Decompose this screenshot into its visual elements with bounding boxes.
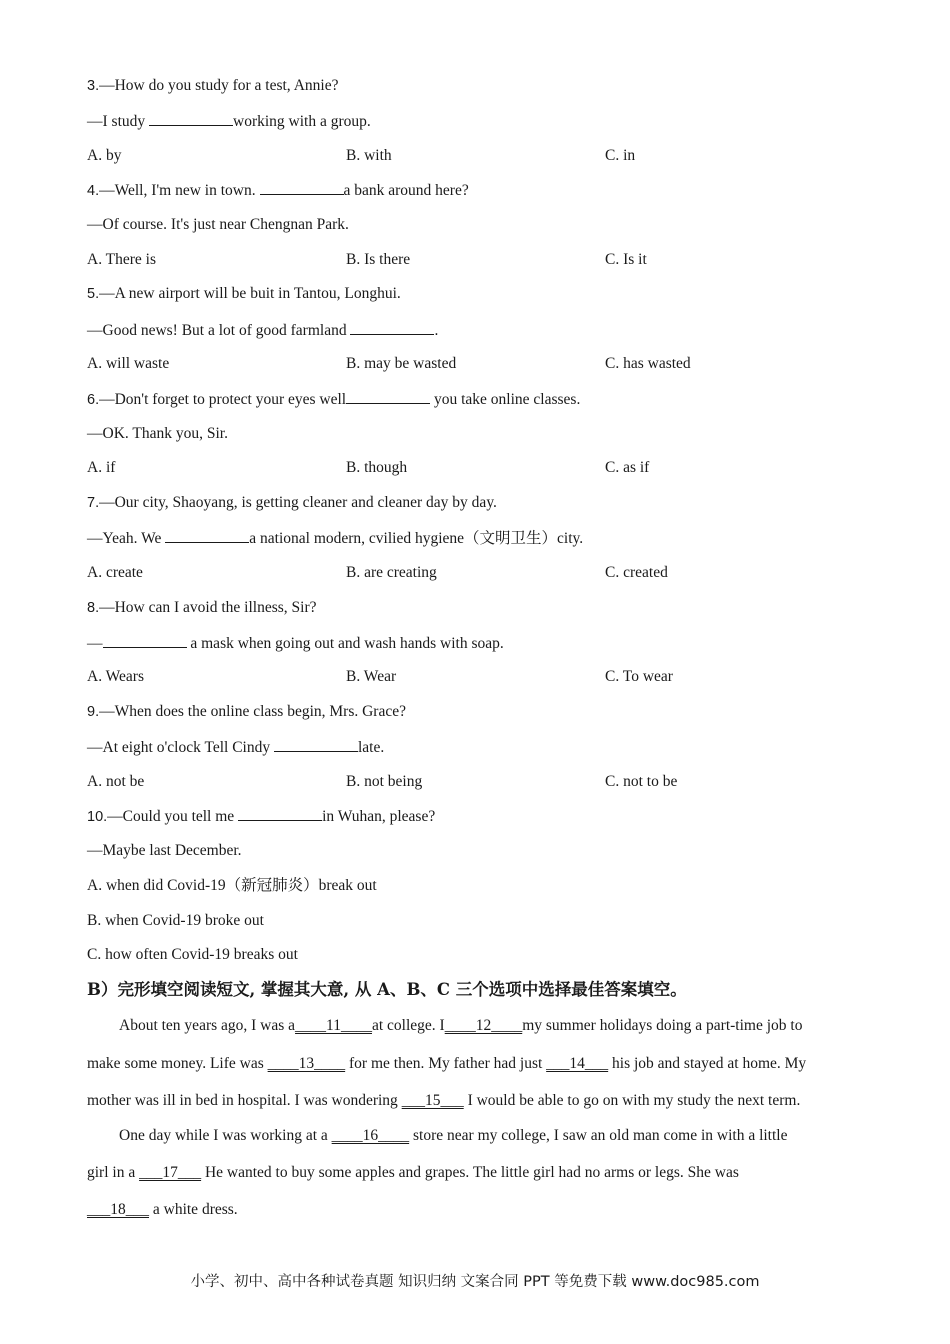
question-number: 7.: [87, 495, 100, 511]
question-10-prompt: [87, 806, 435, 827]
question-9-response: [87, 737, 384, 758]
question-number: 3.: [87, 78, 100, 94]
question-5-response: [87, 320, 438, 341]
option-b[interactable]: B. Wear: [346, 668, 397, 685]
question-text: —How do you study for a test, Annie?: [99, 77, 339, 94]
passage-text: my summer holidays doing a part-time job to: [522, 1017, 803, 1034]
question-3-response: [87, 111, 371, 132]
passage-text: a white dress.: [149, 1201, 238, 1218]
cloze-blank-12[interactable]: ____12____: [444, 1017, 523, 1034]
question-text: —Our city, Shaoyang, is getting cleaner and cleaner day by day.: [99, 494, 497, 511]
question-text: in Wuhan, please?: [322, 808, 436, 825]
question-4-response: —Of course. It's just near Chengnan Park.: [87, 216, 349, 233]
option-a[interactable]: A. by: [87, 147, 122, 164]
passage-text: for me then. My father had just: [345, 1055, 547, 1072]
response-text: —: [87, 635, 103, 652]
option-a[interactable]: A. There is: [87, 251, 157, 268]
response-text: a national modern, cvilied hygiene（文明卫生）city.: [249, 530, 584, 547]
question-3-prompt: [87, 76, 338, 96]
question-text: —Could you tell me: [107, 808, 239, 825]
option-c[interactable]: C. not to be: [605, 773, 678, 790]
question-10-response: —Maybe last December.: [87, 842, 242, 859]
option-c[interactable]: C. To wear: [605, 668, 673, 685]
option-a[interactable]: A. create: [87, 564, 143, 581]
response-text: —At eight o'clock Tell Cindy: [87, 739, 274, 756]
option-c[interactable]: C. how often Covid-19 breaks out: [87, 946, 298, 963]
cloze-paragraph-1-line-1: [119, 1016, 899, 1036]
question-text: —How can I avoid the illness, Sir?: [99, 599, 317, 616]
question-text: you take online classes.: [430, 391, 581, 408]
question-5-prompt: [87, 284, 401, 304]
section-b-title: B）完形填空阅读短文, 掌握其大意, 从 A、B、C 三个选项中选择最佳答案填空。: [87, 980, 687, 999]
option-c[interactable]: C. has wasted: [605, 355, 691, 372]
passage-text: at college. I: [371, 1017, 445, 1034]
cloze-paragraph-1-line-3: [87, 1091, 867, 1111]
question-number: 6.: [87, 392, 100, 408]
option-b[interactable]: B. Is there: [346, 251, 411, 268]
cloze-blank-17[interactable]: ___17___: [139, 1164, 202, 1181]
question-6-prompt: [87, 389, 580, 410]
option-b[interactable]: B. not being: [346, 773, 423, 790]
question-text: —Well, I'm new in town.: [99, 182, 260, 199]
answer-blank[interactable]: [238, 806, 322, 821]
response-text: .: [434, 322, 439, 339]
option-c[interactable]: C. created: [605, 564, 668, 581]
passage-text: make some money. Life was: [87, 1055, 268, 1072]
response-text: —Yeah. We: [87, 530, 166, 547]
question-number: 8.: [87, 600, 100, 616]
option-c[interactable]: C. as if: [605, 459, 650, 476]
question-7-prompt: [87, 493, 497, 513]
answer-blank[interactable]: [274, 737, 358, 752]
passage-text: store near my college, I saw an old man come in with a little: [409, 1127, 788, 1144]
question-text: a bank around here?: [343, 182, 469, 199]
passage-text: About ten years ago, I was a: [119, 1017, 296, 1034]
question-8-response: [87, 633, 504, 654]
question-text: —When does the online class begin, Mrs. Grace?: [99, 703, 406, 720]
cloze-paragraph-2-line-2: [87, 1163, 867, 1183]
cloze-paragraph-2-line-3: [87, 1200, 867, 1220]
question-8-prompt: [87, 598, 316, 618]
question-4-prompt: [87, 180, 469, 201]
option-a[interactable]: A. not be: [87, 773, 145, 790]
cloze-blank-13[interactable]: ____13____: [267, 1055, 346, 1072]
question-9-prompt: [87, 702, 406, 722]
answer-blank[interactable]: [165, 528, 249, 543]
question-number: 5.: [87, 286, 100, 302]
question-7-response: [87, 528, 583, 549]
question-text: —Don't forget to protect your eyes well: [99, 391, 347, 408]
option-c[interactable]: C. Is it: [605, 251, 647, 268]
option-a[interactable]: A. when did Covid-19（新冠肺炎）break out: [87, 877, 377, 894]
response-text: working with a group.: [233, 113, 371, 130]
option-a[interactable]: A. if: [87, 459, 116, 476]
option-b[interactable]: B. may be wasted: [346, 355, 457, 372]
cloze-blank-15[interactable]: ___15___: [401, 1092, 464, 1109]
question-number: 4.: [87, 183, 100, 199]
answer-blank[interactable]: [149, 111, 233, 126]
page-footer: 小学、初中、高中各种试卷真题 知识归纳 文案合同 PPT 等免费下载 www.doc985.com: [190, 1274, 760, 1290]
option-a[interactable]: A. will waste: [87, 355, 170, 372]
cloze-blank-18[interactable]: ___18___: [87, 1201, 149, 1218]
cloze-blank-16[interactable]: ____16____: [331, 1127, 410, 1144]
response-text: —Good news! But a lot of good farmland: [87, 322, 351, 339]
answer-blank[interactable]: [260, 180, 344, 195]
response-text: —I study: [87, 113, 149, 130]
response-text: a mask when going out and wash hands with soap.: [186, 635, 504, 652]
option-b[interactable]: B. though: [346, 459, 408, 476]
response-text: late.: [357, 739, 385, 756]
question-number: 10.: [87, 809, 108, 825]
cloze-blank-14[interactable]: ___14___: [546, 1055, 609, 1072]
passage-text: his job and stayed at home. My: [608, 1055, 807, 1072]
passage-text: girl in a: [87, 1164, 140, 1181]
passage-text: He wanted to buy some apples and grapes. The little girl had no arms or legs. She was: [201, 1164, 739, 1181]
passage-text: I would be able to go on with my study the next term.: [463, 1092, 801, 1109]
cloze-blank-11[interactable]: ____11____: [295, 1017, 372, 1034]
cloze-paragraph-2-line-1: [119, 1126, 899, 1146]
passage-text: mother was ill in bed in hospital. I was wondering: [87, 1092, 402, 1109]
option-c[interactable]: C. in: [605, 147, 636, 164]
answer-blank[interactable]: [346, 389, 430, 404]
option-a[interactable]: A. Wears: [87, 668, 145, 685]
cloze-paragraph-1-line-2: [87, 1054, 867, 1074]
option-b[interactable]: B. when Covid-19 broke out: [87, 912, 264, 929]
answer-blank[interactable]: [350, 320, 434, 335]
question-text: —A new airport will be buit in Tantou, Longhui.: [99, 285, 401, 302]
passage-text: One day while I was working at a: [119, 1127, 332, 1144]
option-b[interactable]: B. are creating: [346, 564, 437, 581]
answer-blank[interactable]: [103, 633, 187, 648]
option-b[interactable]: B. with: [346, 147, 392, 164]
question-number: 9.: [87, 704, 100, 720]
question-6-response: —OK. Thank you, Sir.: [87, 425, 228, 442]
